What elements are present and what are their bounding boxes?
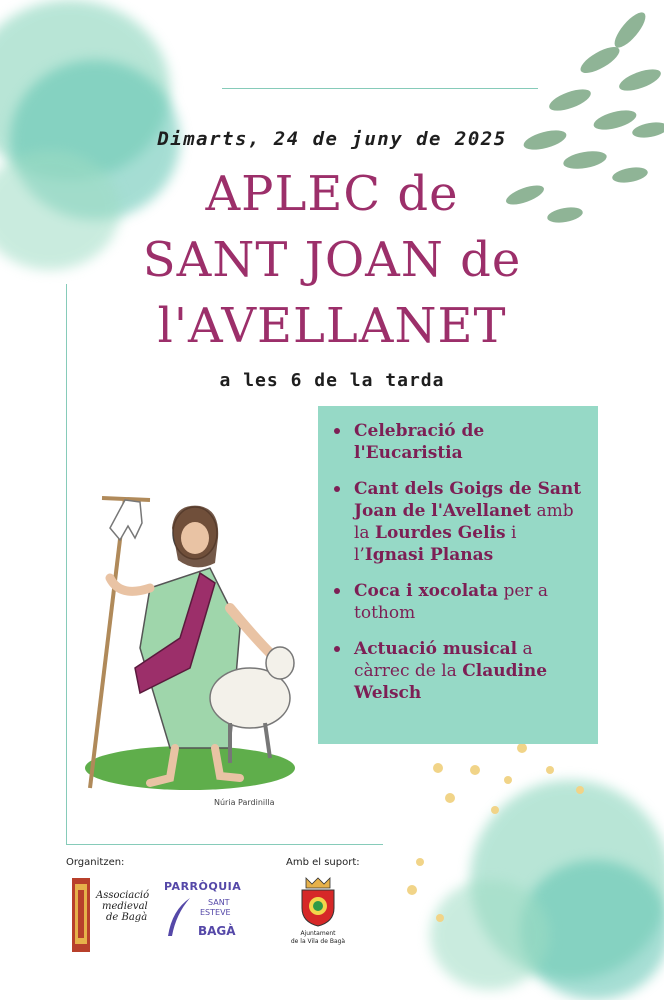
association-logo-line-2: medieval [102, 901, 148, 912]
illustration-credit: Núria Pardinilla [214, 798, 275, 807]
program-item [354, 478, 584, 566]
association-logo [70, 876, 150, 954]
town-council-logo [288, 876, 348, 956]
event-date: Dimarts, 24 de juny de 2025 [157, 128, 507, 150]
top-divider [222, 88, 538, 89]
program-item-bold-text: Coca i xocolata [354, 581, 499, 601]
association-logo-line-3: de Bagà [106, 912, 148, 923]
program-item-text: i l’ [354, 523, 517, 565]
program-item-bold-text: Claudine Welsch [354, 661, 548, 703]
program-item-bold-text: Actuació musical [354, 639, 518, 659]
program-item-text: amb la [354, 501, 574, 543]
program-list [318, 406, 598, 704]
parish-logo-town: BAGÀ [198, 924, 236, 938]
program-item-text: per a tothom [354, 581, 549, 623]
parish-logo-title: PARRÒQUIA [164, 880, 242, 893]
program-item-bold-text: Lourdes Gelis [374, 523, 506, 543]
title-line-3: l'AVELLANET [157, 298, 507, 354]
association-logo-line-1: Associació [96, 890, 150, 901]
program-item-bold-text: Celebració de l'Eucaristia [354, 421, 485, 463]
program-item-text: a càrrec de la [354, 639, 533, 681]
quill-icon [164, 896, 194, 940]
program-item [354, 638, 584, 704]
town-shield-icon [298, 876, 338, 928]
title-line-2: SANT JOAN de [142, 232, 522, 288]
program-box [318, 406, 598, 744]
dots-decoration-icon [400, 740, 664, 940]
parish-logo-line-1: SANT [208, 898, 230, 907]
town-logo-line-2: de la Vila de Bagà [290, 938, 346, 945]
event-time: a les 6 de la tarda [219, 370, 445, 391]
association-emblem-icon [70, 876, 92, 954]
parish-logo-line-2: ESTEVE [200, 908, 231, 917]
support-label: Amb el suport: [286, 857, 360, 868]
saint-john-illustration-icon [80, 478, 310, 798]
parish-logo [164, 880, 244, 950]
program-item-bold-text: Ignasi Planas [364, 545, 494, 565]
program-item-bold-text: Cant dels Goigs de Sant Joan de l'Avellanet [354, 479, 582, 521]
program-item [354, 420, 584, 464]
program-item [354, 580, 584, 624]
title-line-1: APLEC de [205, 166, 459, 222]
organizers-label: Organitzen: [66, 857, 125, 868]
town-logo-line-1: Ajuntament [300, 930, 336, 937]
